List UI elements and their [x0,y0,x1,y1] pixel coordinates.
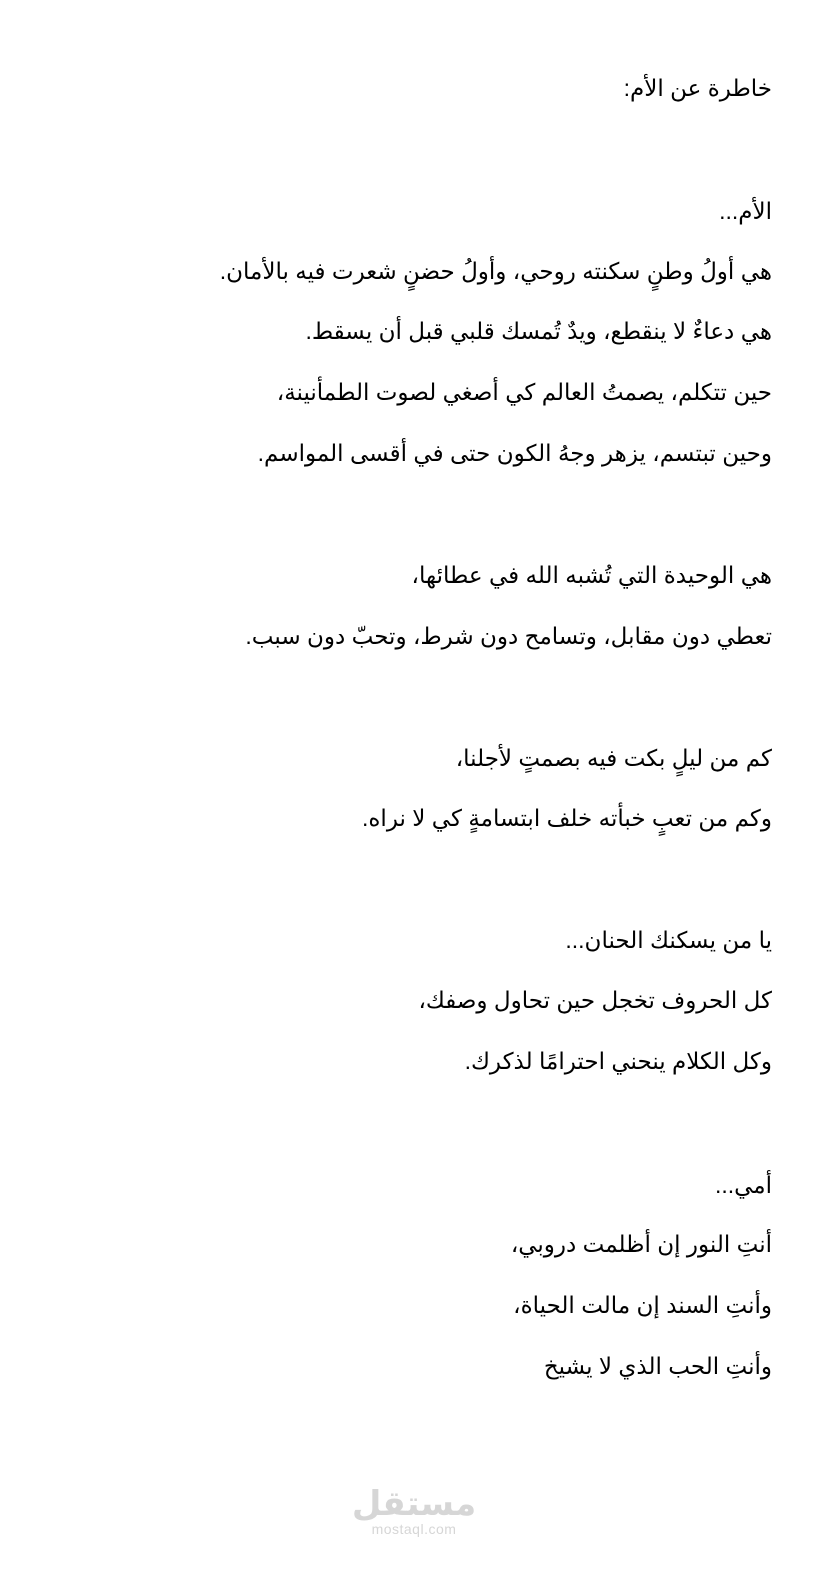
text-line: هي دعاءٌ لا ينقطع، ويدٌ تُمسك قلبي قبل أن يسقط. [305,318,772,344]
text-line: هي أولُ وطنٍ سكنته روحي، وأولُ حضنٍ شعرت فيه بالأمان. [219,258,772,284]
text-line: أمي... [714,1172,772,1198]
text-line: أنتِ النور إن أظلمت دروبي، [510,1231,772,1257]
text-line: وكل الكلام ينحني احترامًا لذكرك. [464,1048,772,1074]
text-line: يا من يسكنك الحنان... [565,927,772,953]
text-line: تعطي دون مقابل، وتسامح دون شرط، وتحبّ دون سبب. [245,623,772,649]
text-line: كل الحروف تخجل حين تحاول وصفك، [418,987,772,1013]
text-line: كم من ليلٍ بكت فيه بصمتٍ لأجلنا، [455,745,772,771]
text-line: وأنتِ السند إن مالت الحياة، [513,1292,772,1318]
text-line: هي الوحيدة التي تُشبه الله في عطائها، [411,562,772,588]
text-line: وأنتِ الحب الذي لا يشيخ [543,1353,772,1379]
text-line: وكم من تعبٍ خبأته خلف ابتسامةٍ كي لا نراه. [361,805,772,831]
mostaql-watermark [0,1486,828,1536]
text-line: حين تتكلم، يصمتُ العالم كي أصغي لصوت الطمأنينة، [276,379,772,405]
watermark-logo: مستقل [351,1485,477,1523]
watermark-url: mostaql.com [371,1521,457,1537]
text-line: وحين تبتسم، يزهر وجهُ الكون حتى في أقسى المواسم. [257,440,772,466]
document-title: خاطرة عن الأم: [623,75,772,101]
text-line: الأم... [719,198,772,224]
